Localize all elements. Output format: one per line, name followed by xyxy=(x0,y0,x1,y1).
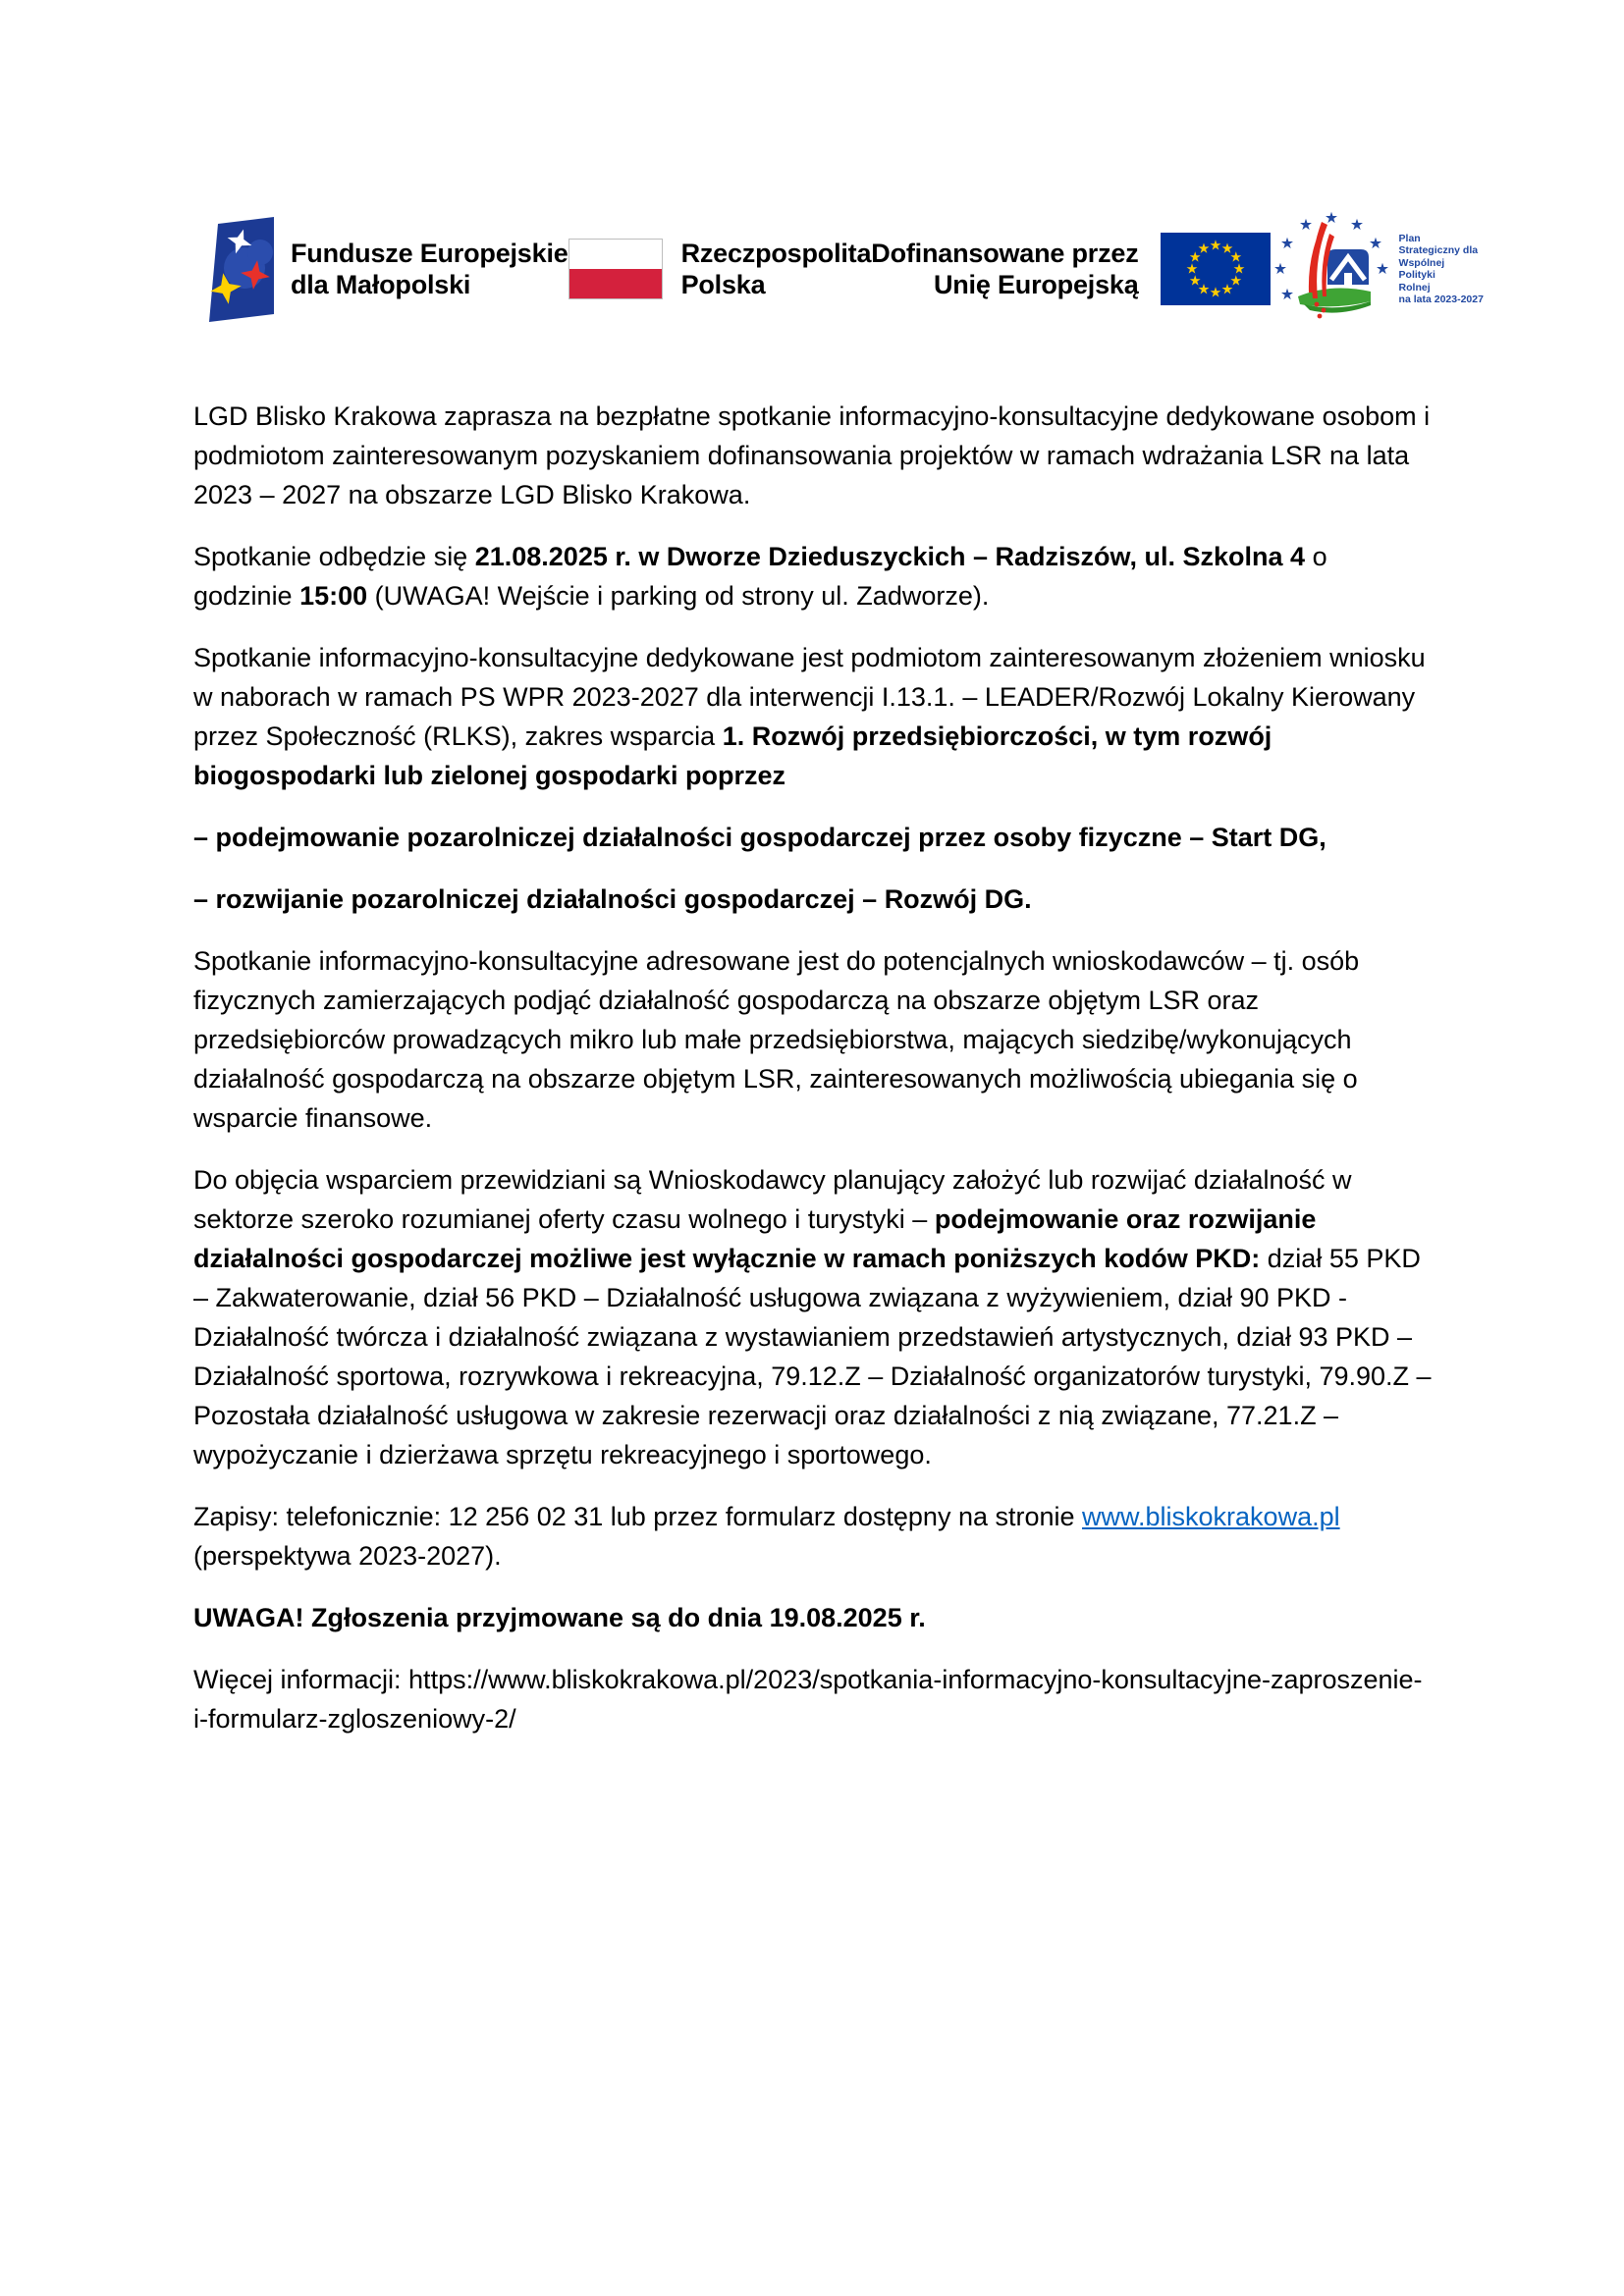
pl-logo-label-line1: Rzeczpospolita xyxy=(680,239,872,268)
text-run: Więcej informacji: https://www.bliskokrakowa.pl/2023/spotkania-informacyjno-konsultacyjne-zaproszenie-i-formularz-zgloszeniowy-2/ xyxy=(193,1665,1423,1734)
text-run: Spotkanie informacyjno-konsultacyjne adresowane jest do potencjalnych wnioskodawców – tj. osób fizycznych zamierzających podjąć działalność gospodarczą na obszarze objętym LSR oraz przedsiębiorców prowadzących mikro lub małe przedsiębiorstwa, mających siedzibę/wykonujących działalność gospodarczą na obszarze objętym LSR, zainteresowanych możliwością ubiegania się o wsparcie finansowe. xyxy=(193,946,1360,1133)
bold-text-run: 15:00 xyxy=(299,581,368,611)
bold-text-run: UWAGA! Zgłoszenia przyjmowane są do dnia 19.08.2025 r. xyxy=(193,1603,926,1632)
bold-text-run: podejmowanie oraz rozwijanie działalności gospodarczej możliwe jest wyłącznie w ramach poniższych kodów PKD: xyxy=(193,1204,1317,1273)
bold-text-run: 21.08.2025 r. w Dworze Dzieduszyckich – Radziszów, ul. Szkolna 4 xyxy=(474,542,1306,571)
logo-ps-wpr xyxy=(1271,208,1486,330)
paragraph xyxy=(193,397,1433,514)
eu-funding-label-line1: Dofinansowane przez xyxy=(871,239,1139,268)
text-run: Spotkanie informacyjno-konsultacyjne dedykowane jest podmiotom zainteresowanym złożeniem wniosku w naborach w ramach PS WPR 2023-2027 dla interwencji I.13.1. – LEADER/Rozwój Lokalny Kierowany przez Społeczność (RLKS), zakres wsparcia xyxy=(193,643,1426,751)
eu-funding-label xyxy=(871,238,1138,300)
wpr-logo-text-line: na lata 2023-2027 xyxy=(1398,294,1484,305)
text-run: o godzinie xyxy=(193,542,1327,611)
text-run: LGD Blisko Krakowa zaprasza na bezpłatne spotkanie informacyjno-konsultacyjne dedykowane osobom i podmiotom zainteresowanym pozyskaniem dofinansowania projektów w ramach wdrażania LSR na lata 2023 – 2027 na obszarze LGD Blisko Krakowa. xyxy=(193,401,1431,509)
text-run: Zapisy: telefonicznie: 12 256 02 31 lub przez formularz dostępny na stronie xyxy=(193,1502,1083,1531)
wpr-logo-text-line: Polityki xyxy=(1398,269,1435,281)
document-body xyxy=(193,397,1433,1761)
wpr-logo-text-line: Plan xyxy=(1398,232,1421,244)
bold-text-run: – podejmowanie pozarolniczej działalności gospodarczej przez osoby fizyczne – Start DG, xyxy=(193,823,1326,852)
wpr-logo-text-line: Wspólnej xyxy=(1398,256,1445,269)
pl-logo-label xyxy=(681,238,872,300)
logo-fundusze-europejskie xyxy=(209,217,568,322)
wpr-logo-text-line: Rolnej xyxy=(1398,281,1431,294)
bold-text-run: 1. Rozwój przedsiębiorczości, w tym rozwój biogospodarki lub zielonej gospodarki poprzez xyxy=(193,721,1272,790)
eu-funding-label-line2: Unię Europejską xyxy=(933,270,1139,299)
wpr-logo-icon xyxy=(1271,208,1392,330)
pl-logo-label-line2: Polska xyxy=(680,270,766,299)
fe-flag-icon xyxy=(209,217,274,322)
fe-logo-label xyxy=(291,238,568,300)
paragraph xyxy=(193,1160,1433,1474)
paragraph xyxy=(193,818,1433,857)
logo-rzeczpospolita-polska xyxy=(568,238,872,300)
bold-text-run: – rozwijanie pozarolniczej działalności gospodarczej – Rozwój DG. xyxy=(193,884,1032,914)
paragraph xyxy=(193,1598,1433,1637)
wpr-logo-text xyxy=(1399,233,1486,306)
text-run: Do objęcia wsparciem przewidziani są Wnioskodawcy planujący założyć lub rozwijać działalność w sektorze szeroko rozumianej oferty czasu wolnego i turystyki – xyxy=(193,1165,1352,1234)
fe-logo-label-line1: Fundusze Europejskie xyxy=(291,239,568,268)
text-run: dział 55 PKD – Zakwaterowanie, dział 56 PKD – Działalność usługowa związana z wyżywieniem, dział 90 PKD - Działalność twórcza i działalność związana z wystawianiem przedstawień artystycznych, dział 93 PKD – Działalność sportowa, rozrywkowa i rekreacyjna, 79.12.Z – Działalność organizatorów turystyki, 79.90.Z – Pozostała działalność usługowa w zakresie rezerwacji oraz działalności z nią związane, 77.21.Z – wypożyczanie i dzierżawa sprzętu rekreacyjnego i sportowego. xyxy=(193,1244,1432,1469)
paragraph xyxy=(193,941,1433,1138)
paragraph xyxy=(193,1497,1433,1575)
paragraph xyxy=(193,537,1433,615)
fe-logo-label-line2: dla Małopolski xyxy=(291,270,471,299)
hyperlink[interactable]: www.bliskokrakowa.pl xyxy=(1082,1502,1340,1531)
paragraph xyxy=(193,638,1433,795)
polish-flag-icon xyxy=(568,239,663,299)
paragraph xyxy=(193,1660,1433,1738)
text-run: Spotkanie odbędzie się xyxy=(193,542,475,571)
logo-eu-funding xyxy=(871,233,1270,305)
wpr-logo-text-line: Strategiczny dla xyxy=(1398,244,1479,256)
eu-flag-icon xyxy=(1161,233,1271,305)
text-run: (perspektywa 2023-2027). xyxy=(193,1541,502,1571)
header xyxy=(209,208,1484,330)
text-run: (UWAGA! Wejście i parking od strony ul. Zadworze). xyxy=(367,581,990,611)
paragraph xyxy=(193,880,1433,919)
